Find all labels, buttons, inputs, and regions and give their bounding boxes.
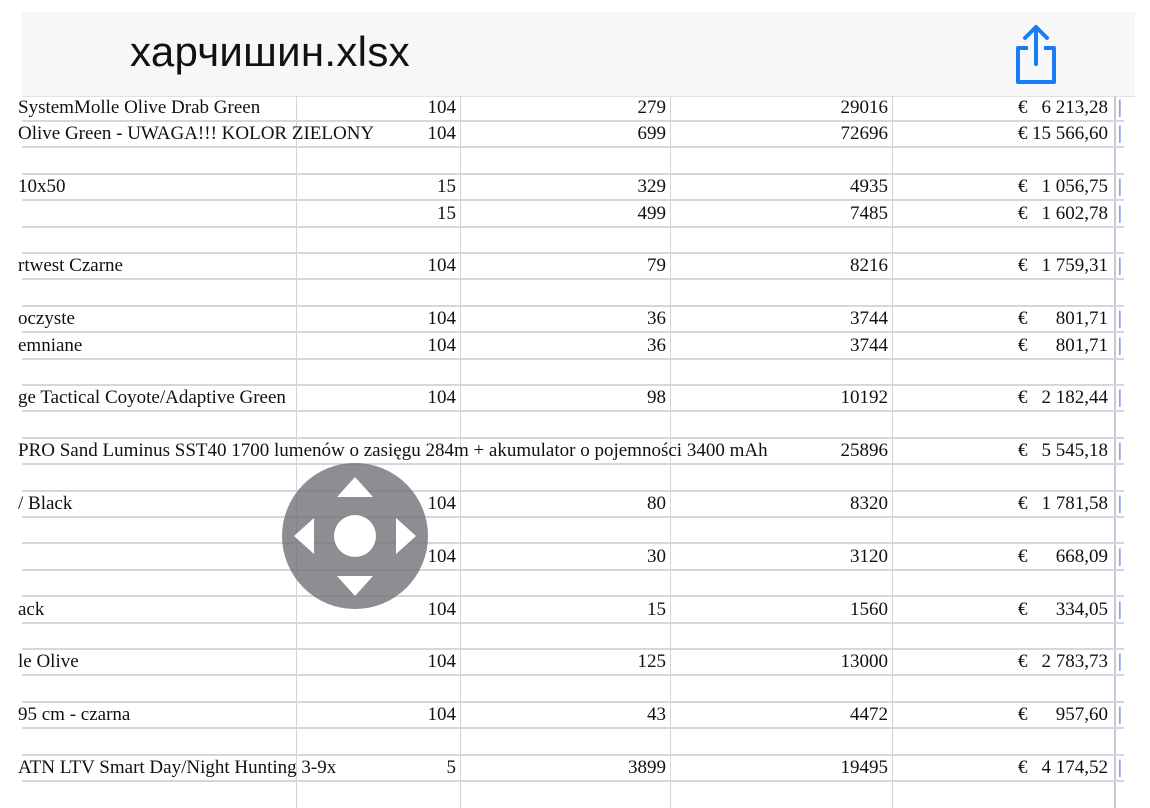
table-row[interactable] [18,492,1124,518]
euro-amount-cell[interactable] [894,202,1108,226]
table-row[interactable] [22,730,1124,756]
unit-price-cell[interactable] [462,466,666,490]
euro-amount-cell[interactable] [894,307,1108,331]
quantity-cell[interactable] [298,228,456,252]
quantity-cell[interactable] [298,677,456,701]
euro-amount-cell[interactable] [894,624,1108,648]
table-row[interactable] [18,122,1124,148]
quantity-cell[interactable] [298,439,456,463]
currency-symbol: € [1018,97,1028,118]
euro-amount-value: 4 174,52 [1041,757,1108,778]
arrow-right-icon[interactable] [396,518,416,554]
euro-amount-value: 668,09 [1055,545,1108,567]
euro-amount-value: 15 566,60 [1032,123,1108,145]
total-cell[interactable]: 4935 [850,176,888,198]
table-row[interactable] [22,202,1124,228]
quantity-cell[interactable]: 104 [427,97,456,118]
unit-price-cell[interactable] [462,518,666,542]
euro-amount-value: 334,05 [1055,598,1108,620]
quantity-cell[interactable]: 104 [427,704,456,726]
quantity-cell[interactable] [298,730,456,754]
euro-amount-value: 957,60 [1055,704,1108,726]
total-cell[interactable]: 10192 [840,387,888,409]
product-name-cell[interactable]: PRO Sand Luminus SST40 1700 lumenów o zasięgu 284m + akumulator o pojemności 3400 mAh [18,440,768,462]
euro-amount-value: 801,71 [1055,334,1108,356]
euro-amount-cell[interactable] [894,122,1108,146]
center-dot-icon[interactable] [334,515,376,557]
total-cell[interactable] [672,360,888,384]
next-column-edge: | [1118,97,1122,118]
quantity-cell[interactable]: 104 [427,545,456,567]
scroll-pad[interactable] [282,463,428,609]
unit-price-cell[interactable] [462,149,666,173]
table-row[interactable] [18,334,1124,360]
unit-price-cell[interactable]: 329 [637,176,666,198]
table-row[interactable] [22,149,1124,175]
next-column-edge: | [1118,123,1122,145]
unit-price-cell[interactable]: 499 [637,202,666,224]
unit-price-cell[interactable]: 125 [637,651,666,673]
euro-amount-value: 6 213,28 [1041,97,1108,118]
arrow-left-icon[interactable] [294,518,314,554]
currency-symbol: € [1018,440,1028,462]
total-cell[interactable]: 8216 [850,255,888,277]
next-column-edge: | [1118,387,1122,409]
product-name-cell[interactable]: / Black [18,493,73,514]
euro-amount-cell[interactable] [894,518,1108,542]
unit-price-cell[interactable]: 699 [637,123,666,145]
unit-price-cell[interactable]: 3899 [628,757,666,778]
table-row[interactable] [22,571,1124,597]
total-cell[interactable] [672,677,888,701]
quantity-cell[interactable] [298,149,456,173]
total-cell[interactable] [672,571,888,595]
unit-price-cell[interactable]: 36 [647,334,666,356]
euro-amount-cell[interactable] [894,571,1108,595]
table-row[interactable] [22,413,1124,439]
quantity-cell[interactable]: 104 [427,387,456,409]
currency-symbol: € [1018,598,1028,620]
euro-amount-cell[interactable] [894,228,1108,252]
quantity-cell[interactable]: 104 [427,493,456,514]
quantity-cell[interactable] [298,281,456,305]
total-cell[interactable] [672,624,888,648]
quantity-cell[interactable]: 104 [427,255,456,277]
arrow-down-icon[interactable] [337,576,373,596]
next-column-edge: | [1118,334,1122,356]
total-cell[interactable]: 72696 [840,123,888,145]
file-title: харчишин.xlsx [130,28,410,75]
unit-price-cell[interactable] [462,730,666,754]
next-column-edge: | [1118,757,1122,778]
currency-symbol: € [1018,308,1028,330]
euro-amount-cell[interactable] [894,413,1108,437]
currency-symbol: € [1018,387,1028,409]
product-name-cell[interactable]: 10x50 [18,176,66,198]
total-cell[interactable]: 25896 [840,440,888,462]
table-row[interactable] [22,518,1124,544]
total-cell[interactable] [672,281,888,305]
euro-amount-cell[interactable] [894,677,1108,701]
total-cell[interactable] [672,413,888,437]
quantity-cell[interactable]: 104 [427,651,456,673]
total-cell[interactable] [672,730,888,754]
unit-price-cell[interactable]: 79 [647,255,666,277]
table-row[interactable] [18,756,1124,782]
total-cell[interactable]: 19495 [840,757,888,778]
total-cell[interactable]: 1560 [850,598,888,620]
total-cell[interactable]: 4472 [850,704,888,726]
euro-amount-value: 1 602,78 [1041,202,1108,224]
quantity-cell[interactable]: 104 [427,598,456,620]
currency-symbol: € [1018,493,1028,514]
total-cell[interactable]: 8320 [850,493,888,514]
table-row[interactable] [18,598,1124,624]
currency-symbol: € [1018,334,1028,356]
table-row[interactable] [18,650,1124,676]
currency-symbol: € [1018,123,1028,145]
unit-price-cell[interactable]: 80 [647,493,666,514]
share-button[interactable] [1012,24,1060,84]
euro-amount-value: 5 545,18 [1041,440,1108,462]
currency-symbol: € [1018,651,1028,673]
quantity-cell[interactable] [298,360,456,384]
unit-price-cell[interactable] [462,281,666,305]
total-cell[interactable] [672,518,888,542]
euro-amount-cell[interactable] [894,492,1108,516]
product-name-cell[interactable]: oczyste [18,308,75,330]
currency-symbol: € [1018,202,1028,224]
next-column-edge: | [1118,308,1122,330]
unit-price-cell[interactable]: 279 [637,97,666,118]
euro-amount-cell[interactable] [894,281,1108,305]
euro-amount-cell[interactable] [894,96,1108,120]
euro-amount-cell[interactable] [894,439,1108,463]
unit-price-cell[interactable] [462,624,666,648]
unit-price-cell[interactable]: 30 [647,545,666,567]
spreadsheet-grid[interactable] [0,96,1150,808]
table-row[interactable] [18,307,1124,333]
currency-symbol: € [1018,176,1028,198]
currency-symbol: € [1018,757,1028,778]
product-name-cell[interactable]: Olive Green - UWAGA!!! KOLOR ZIELONY [18,123,375,145]
euro-amount-value: 2 783,73 [1041,651,1108,673]
next-column-edge: | [1118,704,1122,726]
euro-amount-cell[interactable] [894,334,1108,358]
table-row[interactable] [18,96,1124,122]
table-row[interactable] [22,545,1124,571]
product-name-cell[interactable]: ATN LTV Smart Day/Night Hunting 3-9x [18,757,337,778]
unit-price-cell[interactable]: 15 [647,598,666,620]
unit-price-cell[interactable] [462,228,666,252]
currency-symbol: € [1018,255,1028,277]
quantity-cell[interactable] [298,624,456,648]
currency-symbol: € [1018,704,1028,726]
quantity-cell[interactable]: 104 [427,308,456,330]
currency-symbol: € [1018,545,1028,567]
euro-amount-cell[interactable] [894,466,1108,490]
quantity-cell[interactable]: 15 [437,176,456,198]
table-row[interactable] [22,360,1124,386]
euro-amount-cell[interactable] [894,254,1108,278]
total-cell[interactable]: 3744 [850,334,888,356]
next-column-edge: | [1118,440,1122,462]
total-cell[interactable] [672,228,888,252]
euro-amount-cell[interactable] [894,545,1108,569]
share-icon [1012,24,1060,84]
euro-amount-cell[interactable] [894,149,1108,173]
unit-price-cell[interactable]: 36 [647,308,666,330]
euro-amount-value: 2 182,44 [1041,387,1108,409]
title-bar [22,12,1135,97]
table-row[interactable] [22,281,1124,307]
product-name-cell[interactable]: emniane [18,334,83,356]
quantity-cell[interactable]: 5 [446,757,456,778]
next-column-edge: | [1118,598,1122,620]
euro-amount-cell[interactable] [894,703,1108,727]
unit-price-cell[interactable] [462,571,666,595]
euro-amount-cell[interactable] [894,730,1108,754]
total-cell[interactable]: 13000 [840,651,888,673]
table-row[interactable] [22,228,1124,254]
next-column-edge: | [1118,493,1122,514]
next-column-edge: | [1118,176,1122,198]
quantity-cell[interactable]: 104 [427,123,456,145]
product-name-cell[interactable]: SystemMolle Olive Drab Green [18,97,261,118]
euro-amount-cell[interactable] [894,175,1108,199]
next-column-edge: | [1118,651,1122,673]
next-column-edge: | [1118,255,1122,277]
table-row[interactable] [18,386,1124,412]
euro-amount-cell[interactable] [894,756,1108,780]
product-name-cell[interactable]: ge Tactical Coyote/Adaptive Green [18,387,286,409]
total-cell[interactable]: 3120 [850,545,888,567]
quantity-cell[interactable]: 104 [427,334,456,356]
unit-price-cell[interactable] [462,677,666,701]
unit-price-cell[interactable] [462,413,666,437]
product-name-cell[interactable]: ack [18,598,45,620]
table-row[interactable] [18,254,1124,280]
unit-price-cell[interactable] [462,360,666,384]
arrow-up-icon[interactable] [337,477,373,497]
euro-amount-value: 1 759,31 [1041,255,1108,277]
table-row[interactable] [22,624,1124,650]
euro-amount-value: 1 781,58 [1041,493,1108,514]
euro-amount-cell[interactable] [894,360,1108,384]
total-cell[interactable]: 29016 [840,97,888,118]
total-cell[interactable] [672,466,888,490]
euro-amount-cell[interactable] [894,650,1108,674]
euro-amount-cell[interactable] [894,386,1108,410]
unit-price-cell[interactable] [462,439,666,463]
quantity-cell[interactable] [298,413,456,437]
product-name-cell[interactable]: 95 cm - czarna [18,704,131,726]
table-row[interactable] [18,439,1124,465]
next-column-edge: | [1118,202,1122,224]
product-name-cell[interactable]: rtwest Czarne [18,255,123,277]
total-cell[interactable] [672,149,888,173]
total-cell[interactable]: 3744 [850,308,888,330]
table-row[interactable] [22,466,1124,492]
euro-amount-cell[interactable] [894,598,1108,622]
unit-price-cell[interactable]: 98 [647,387,666,409]
table-row[interactable] [18,175,1124,201]
euro-amount-value: 1 056,75 [1041,176,1108,198]
euro-amount-value: 801,71 [1055,308,1108,330]
unit-price-cell[interactable]: 43 [647,704,666,726]
total-cell[interactable]: 7485 [850,202,888,224]
table-row[interactable] [22,677,1124,703]
quantity-cell[interactable]: 15 [437,202,456,224]
product-name-cell[interactable]: le Olive [18,651,79,673]
table-row[interactable] [18,703,1124,729]
next-column-edge: | [1118,545,1122,567]
